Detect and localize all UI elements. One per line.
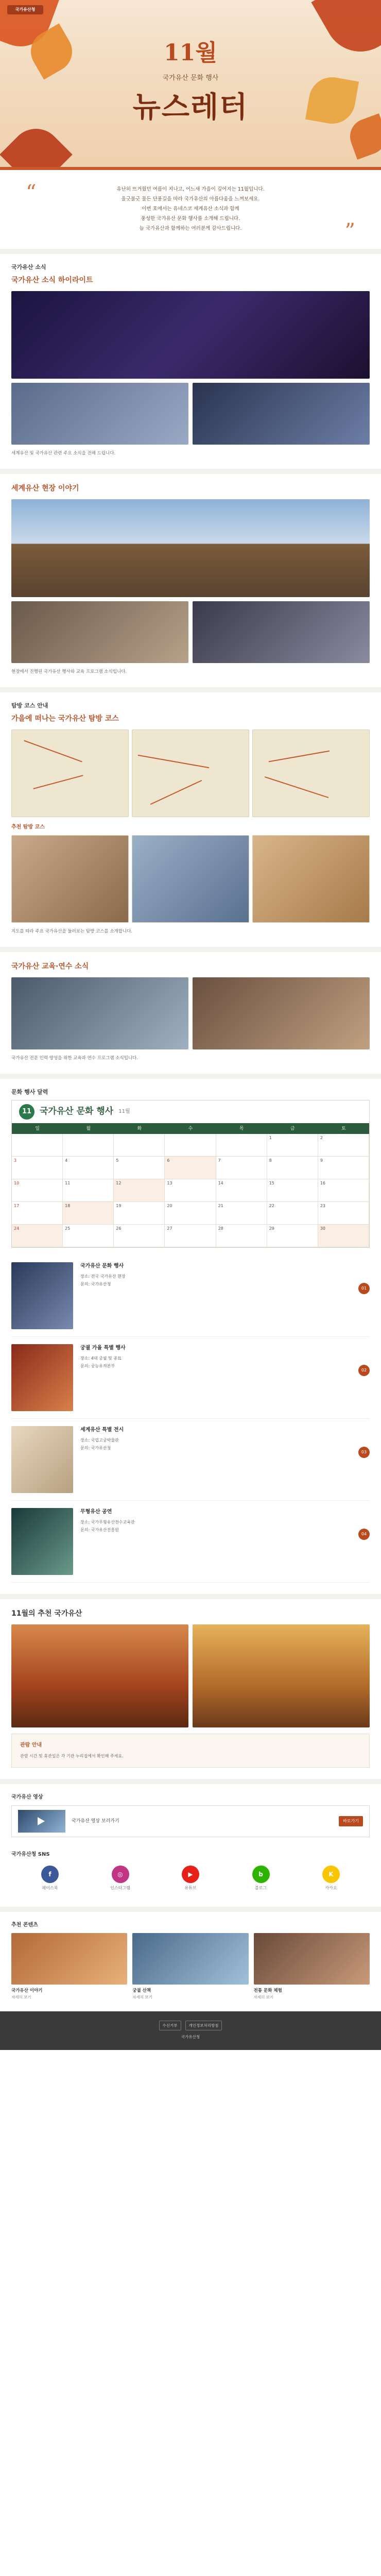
event-title[interactable]: 국가유산 문화 행사 (80, 1263, 124, 1269)
event-list (11, 1255, 370, 1583)
calendar-day[interactable]: 6 (165, 1157, 216, 1179)
calendar-grid (12, 1124, 369, 1248)
sns-icon[interactable]: b (252, 1866, 270, 1883)
sns-link[interactable] (102, 1866, 138, 1892)
section-subhead: 국가유산 영상 (11, 1794, 43, 1801)
recommend-photo[interactable] (11, 1933, 127, 1985)
calendar-badge: 11 (19, 1104, 34, 1120)
calendar-section (0, 1079, 381, 1594)
calendar-empty-cell (216, 1134, 267, 1157)
intro-line: 늘 국가유산과 함께하는 여러분께 감사드립니다. (139, 226, 242, 231)
tour-map[interactable] (132, 730, 249, 817)
tour-map[interactable] (252, 730, 370, 817)
section-divider (0, 1074, 381, 1079)
calendar-day[interactable]: 19 (114, 1202, 165, 1225)
tour-photo (252, 835, 370, 923)
calendar-day[interactable]: 26 (114, 1225, 165, 1247)
calendar-day[interactable]: 28 (216, 1225, 267, 1247)
sns-link[interactable] (32, 1866, 68, 1892)
footer-org: 국가유산청 (181, 2035, 200, 2040)
weekday-header: 일 (12, 1124, 63, 1134)
logo[interactable]: 국가유산청 (7, 5, 43, 14)
calendar-day[interactable]: 5 (114, 1157, 165, 1179)
section-label: 국가유산 소식 (11, 264, 46, 270)
weekday-header: 토 (318, 1124, 369, 1134)
section-body: 세계유산 및 국가유산 관련 주요 소식을 전해 드립니다. (11, 450, 116, 456)
section-subhead: 추천 콘텐츠 (11, 1922, 38, 1928)
calendar-day[interactable]: 4 (63, 1157, 114, 1179)
weekday-header: 금 (267, 1124, 318, 1134)
section-headline[interactable]: 국가유산 교육·연수 소식 (11, 962, 89, 971)
event-details (80, 1426, 351, 1452)
calendar-day[interactable]: 16 (318, 1179, 369, 1202)
recommend-list (11, 1933, 370, 2000)
event-detail-line: 장소: 4대 궁궐 및 종묘 (80, 1356, 122, 1361)
video-thumbnail[interactable] (18, 1810, 65, 1833)
sns-link[interactable] (243, 1866, 279, 1892)
hero-month: 11월 (164, 40, 217, 66)
sns-icon[interactable]: ◎ (112, 1866, 129, 1883)
event-detail-line: 장소: 국가무형유산전수교육관 (80, 1520, 135, 1525)
calendar-day[interactable]: 7 (216, 1157, 267, 1179)
recommend-photo[interactable] (132, 1933, 248, 1985)
calendar-day[interactable]: 13 (165, 1179, 216, 1202)
calendar-day[interactable]: 10 (12, 1179, 63, 1202)
calendar-day[interactable]: 20 (165, 1202, 216, 1225)
sns-label: 인스타그램 (110, 1886, 130, 1891)
recommend-card[interactable] (132, 1933, 248, 2000)
calendar-day[interactable]: 24 (12, 1225, 63, 1247)
calendar-day[interactable]: 3 (12, 1157, 63, 1179)
event-detail-line: 문의: 국가유산진흥원 (80, 1527, 119, 1532)
event-detail-line: 문의: 궁능유적본부 (80, 1363, 115, 1368)
intro-line: 이번 호에서는 유네스코 세계유산 소식과 함께 (142, 206, 239, 212)
video-section (0, 1784, 381, 1849)
event-item[interactable] (11, 1419, 370, 1501)
recommend-title[interactable]: 궁궐 산책 (132, 1988, 151, 1993)
news-section (0, 254, 381, 469)
calendar-day[interactable]: 8 (267, 1157, 318, 1179)
event-number-badge: 03 (358, 1447, 370, 1458)
section-body: 현장에서 진행된 국가유산 행사와 교육 프로그램 소식입니다. (11, 669, 127, 674)
sns-link[interactable] (172, 1866, 209, 1892)
sns-label: 유튜브 (184, 1886, 197, 1891)
event-item[interactable] (11, 1501, 370, 1583)
intro-line: 유난히 뜨거웠던 여름이 지나고, 어느새 가을이 깊어지는 11월입니다. (116, 187, 265, 192)
sns-label: 블로그 (254, 1886, 267, 1891)
event-detail-line: 문의: 국가유산청 (80, 1281, 111, 1286)
section-divider (0, 249, 381, 254)
section-label: 문화 행사 달력 (11, 1089, 48, 1096)
event-title[interactable]: 세계유산 특별 전시 (80, 1427, 124, 1433)
calendar-day[interactable]: 15 (267, 1179, 318, 1202)
section-divider (0, 469, 381, 474)
section-divider (0, 1594, 381, 1599)
footer-link[interactable]: 개인정보처리방침 (185, 2021, 222, 2031)
event-poster-image[interactable] (11, 291, 370, 379)
sns-section (0, 1849, 381, 1907)
weekday-header: 월 (63, 1124, 114, 1134)
calendar-day[interactable]: 9 (318, 1157, 369, 1179)
calendar-empty-cell (12, 1134, 63, 1157)
open-quote-icon: “ (26, 181, 37, 205)
calendar-day[interactable]: 29 (267, 1225, 318, 1247)
heritage-site-photo (11, 499, 370, 597)
section-divider (0, 687, 381, 692)
calendar-title: 국가유산 문화 행사 (40, 1106, 114, 1116)
sns-label: 페이스북 (42, 1886, 58, 1891)
hero-banner (0, 0, 381, 170)
footer (0, 2011, 381, 2050)
autumn-photo (11, 1624, 188, 1727)
recommend-section (0, 1912, 381, 2011)
tour-map[interactable] (11, 730, 129, 817)
intro-line: 풍성한 국가유산 문화 행사를 소개해 드립니다. (141, 216, 240, 222)
calendar-empty-cell (63, 1134, 114, 1157)
event-number-badge: 01 (358, 1283, 370, 1294)
event-item[interactable] (11, 1337, 370, 1419)
calendar-day[interactable]: 22 (267, 1202, 318, 1225)
watch-video-button[interactable]: 바로가기 (339, 1816, 363, 1826)
event-detail-line: 장소: 전국 국가유산 현장 (80, 1274, 126, 1279)
calendar-empty-cell (165, 1134, 216, 1157)
education-photo (11, 977, 188, 1049)
section-subhead: 국가유산청 SNS (11, 1852, 50, 1858)
recommend-card[interactable] (254, 1933, 370, 2000)
section-divider (0, 1907, 381, 1912)
education-section (0, 952, 381, 1074)
tour-photo (132, 835, 249, 923)
hero-title: 뉴스레터 (132, 90, 249, 124)
weekday-header: 목 (216, 1124, 267, 1134)
infobox-title: 관람 안내 (20, 1742, 42, 1749)
event-thumbnail[interactable] (11, 1508, 73, 1575)
recommend-caption: 자세히 보기 (132, 1994, 152, 1999)
news-photo (11, 383, 188, 445)
calendar-empty-cell (114, 1134, 165, 1157)
calendar-day[interactable]: 30 (318, 1225, 369, 1247)
event-number-badge: 02 (358, 1365, 370, 1376)
event-detail-line: 문의: 국가유산청 (80, 1445, 111, 1450)
recommend-photo[interactable] (254, 1933, 370, 1985)
event-photo (11, 601, 188, 663)
calendar-day[interactable]: 2 (318, 1134, 369, 1157)
event-details (80, 1262, 351, 1288)
calendar-day[interactable]: 1 (267, 1134, 318, 1157)
recommend-title[interactable]: 국가유산 이야기 (11, 1988, 43, 1993)
weekday-header: 화 (114, 1124, 165, 1134)
section-body: 국가유산 전문 인력 양성을 위한 교육과 연수 프로그램 소식입니다. (11, 1055, 138, 1061)
section-divider (0, 1779, 381, 1784)
video-card[interactable] (11, 1805, 370, 1837)
event-photo (193, 601, 370, 663)
footer-link[interactable]: 수신거부 (159, 2021, 181, 2031)
autumn-photo (193, 1624, 370, 1727)
footer-links (11, 2021, 370, 2031)
infobox-line: 관람 시간 및 휴관일은 각 기관 누리집에서 확인해 주세요. (20, 1754, 124, 1759)
event-number-badge: 04 (358, 1529, 370, 1540)
event-detail-line: 장소: 국립고궁박물관 (80, 1438, 119, 1443)
section-headline[interactable]: 11월의 추천 국가유산 (11, 1609, 82, 1618)
event-calendar (11, 1100, 370, 1248)
close-quote-icon: ” (344, 219, 355, 243)
event-title[interactable]: 무형유산 공연 (80, 1509, 112, 1515)
calendar-day[interactable]: 25 (63, 1225, 114, 1247)
event-item[interactable] (11, 1255, 370, 1337)
tour-photo (11, 835, 129, 923)
section-label: 탐방 코스 안내 (11, 702, 48, 709)
sns-links (11, 1862, 370, 1895)
calendar-day[interactable]: 23 (318, 1202, 369, 1225)
play-icon (38, 1817, 45, 1825)
video-title: 국가유산 영상 보러가기 (72, 1818, 119, 1824)
event-thumbnail[interactable] (11, 1426, 73, 1493)
sns-icon[interactable]: ▶ (182, 1866, 199, 1883)
intro-line: 울긋불긋 물든 단풍길을 따라 국가유산의 아름다움을 느껴보세요. (121, 196, 260, 202)
calendar-day[interactable]: 18 (63, 1202, 114, 1225)
calendar-day[interactable]: 12 (114, 1179, 165, 1202)
weekday-header: 수 (165, 1124, 216, 1134)
calendar-day[interactable]: 17 (12, 1202, 63, 1225)
calendar-month: 11월 (118, 1109, 130, 1115)
event-details (80, 1508, 351, 1534)
event-thumbnail[interactable] (11, 1262, 73, 1329)
heritage-story-section (0, 474, 381, 687)
tour-course-section (0, 692, 381, 947)
sns-label: 카카오 (325, 1886, 337, 1891)
hero-subtitle: 국가유산 문화 행사 (162, 74, 219, 82)
section-body: 지도를 따라 주요 국가유산을 둘러보는 탐방 코스를 소개합니다. (11, 928, 133, 934)
recommend-heritage-section (0, 1599, 381, 1779)
recommend-card[interactable] (11, 1933, 127, 2000)
section-divider (0, 947, 381, 952)
sns-link[interactable] (313, 1866, 349, 1892)
recommend-caption: 자세히 보기 (11, 1994, 31, 1999)
event-details (80, 1344, 351, 1370)
sns-icon[interactable]: f (41, 1866, 59, 1883)
route-label: 추천 탐방 코스 (11, 824, 45, 830)
calendar-day[interactable]: 14 (216, 1179, 267, 1202)
intro-message (0, 170, 381, 249)
calendar-day[interactable]: 27 (165, 1225, 216, 1247)
section-headline[interactable]: 가을에 떠나는 국가유산 탐방 코스 (11, 714, 119, 723)
event-thumbnail[interactable] (11, 1344, 73, 1411)
calendar-day[interactable]: 21 (216, 1202, 267, 1225)
event-title[interactable]: 궁궐 가을 특별 행사 (80, 1345, 126, 1351)
news-photo (193, 383, 370, 445)
recommend-caption: 자세히 보기 (253, 1994, 274, 1999)
education-photo (193, 977, 370, 1049)
calendar-day[interactable]: 11 (63, 1179, 114, 1202)
sns-icon[interactable]: K (322, 1866, 340, 1883)
section-headline[interactable]: 국가유산 소식 하이라이트 (11, 276, 93, 284)
visit-info-box (11, 1734, 370, 1768)
section-headline[interactable]: 세계유산 현장 이야기 (11, 484, 79, 493)
recommend-title[interactable]: 전통 문화 체험 (253, 1988, 282, 1993)
